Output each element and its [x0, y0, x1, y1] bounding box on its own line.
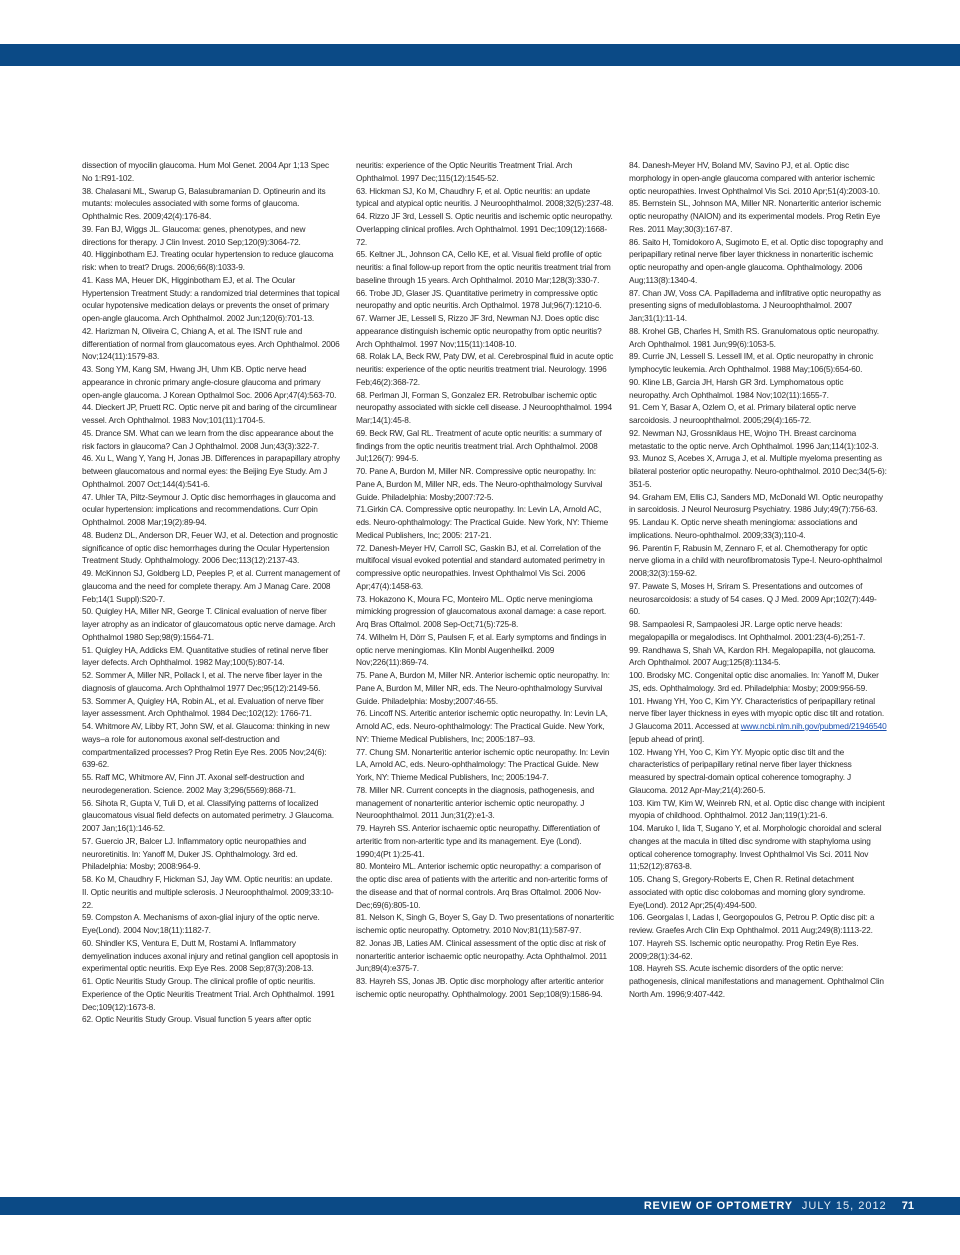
- reference-column-2: [356, 159, 614, 1001]
- reference-entry: 103. Kim TW, Kim W, Weinreb RN, et al. Optic disc change with incipient myopia of childhood. Ophthalmol. 2012 Jan;119(1):21-6.: [629, 797, 885, 821]
- reference-entry: 80. Monteiro ML. Anterior ischemic optic neuropathy: a comparison of the optic disc area of patients with the arteritic and non-arteritic forms of the disease and that of normal controls. Arq Bras Oftalmol. 2006 Nov-Dec;69(6):805-10.: [356, 861, 608, 910]
- footer-content: [644, 1199, 914, 1213]
- reference-entry: 53. Sommer A, Quigley HA, Robin AL, et al. Evaluation of nerve fiber layer assessment. Arch Ophthalmol. 1984 Dec;102(12): 1766-71.: [82, 695, 324, 719]
- pubmed-link[interactable]: www.ncbi.nlm.nih.gov/pubmed/21946540: [740, 721, 887, 731]
- reference-entry: 87. Chan JW, Voss CA. Papilladema and infiltrative optic neuropathy as presenting signs of medulloblastoma. J Neuroophthalmol. 2007 Jan;31(1):11-14.: [629, 287, 881, 323]
- reference-entry: 42. Harizman N, Oliveira C, Chiang A, et al. The ISNT rule and differentiation of normal from glaucomatous eyes. Arch Ophthalmol. 2006 Nov;124(11):1579-83.: [82, 325, 340, 362]
- publication-name: REVIEW OF OPTOMETRY: [643, 1200, 793, 1212]
- reference-entry: 52. Sommer A, Miller NR, Pollack I, et al. The nerve fiber layer in the diagnosis of glaucoma. Arch Ophthalmol 1977 Dec;95(12):2149-56.: [82, 670, 323, 693]
- reference-entry: 44. Dieckert JP, Pruett RC. Optic nerve pit and baring of the circumlinear vessel. Arch Ophthalmol. 1983 Nov;101(11):1704-5.: [82, 402, 337, 425]
- reference-entry: 58. Ko M, Chaudhry F, Hickman SJ, Jay WM. Optic neuritis: an update. II. Optic neuritis and multiple sclerosis. J Neuroophthalmol. 2009;33:10-22.: [82, 874, 334, 910]
- reference-entry: 98. Sampaolesi R, Sampaolesi JR. Large optic nerve heads: megalopapilla or megalodiscs. Int Ophthalmol. 2001:23(4-6);251-7.: [629, 619, 866, 642]
- reference-entry: 90. Kline LB, Garcia JH, Harsh GR 3rd. Lymphomatous optic neuropathy. Arch Ophthalmol. 1984 Nov;102(11):1655-7.: [629, 376, 844, 400]
- reference-entry: 85. Bernstein SL, Johnson MA, Miller NR. Nonarteritic anterior ischemic optic neuropathy (NAION) and its experimental models. Prog Retin Eye Res. 2011 May;30(3):167-87.: [629, 198, 882, 234]
- reference-entry: 72. Danesh-Meyer HV, Carroll SC, Gaskin BJ, et al. Correlation of the multifocal visual evoked potential and standard automated perimetry in compressive optic neuropathies. Invest Ophthalmol Vis Sci. 2006 Apr;47(4):1458-63.: [356, 542, 605, 591]
- reference-entry: 97. Pawate S, Moses H, Sriram S. Presentations and outcomes of neurosarcoidosis: a study of 54 cases. Q J Med. 2009 Apr;102(7):449-60.: [629, 580, 877, 617]
- reference-entry: 78. Miller NR. Current concepts in the diagnosis, pathogenesis, and management of nonarteritic anterior ischemic optic neuropathy. J Neuroophthalmol. 2011 Jun;31(2):e1-3.: [356, 784, 595, 821]
- reference-entry: 39. Fan BJ, Wiggs JL. Glaucoma: genes, phenotypes, and new directions for therapy. J Clin Invest. 2010 Sep;120(9):3064-72.: [82, 223, 306, 247]
- reference-entry: 49. McKinnon SJ, Goldberg LD, Peeples P, et al. Current management of glaucoma and the need for complete therapy. Am J Manag Care. 2008 Feb;14(1 Suppl):S20-7.: [82, 568, 340, 604]
- reference-entry: 104. Maruko I, Iida T, Sugano Y, et al. Morphologic choroidal and scleral changes at the macula in tilted disc syndrome with staphyloma using optical coherence tomography. Invest Ophthalmol Vis Sci. 2011 Nov 11;52(12):8763-8.: [629, 823, 882, 872]
- reference-entry: 73. Hokazono K, Moura FC, Monteiro ML. Optic nerve meningioma mimicking progression of glaucomatous axonal damage: a case report. Arq Bras Oftalmol. 2008 Sep-Oct;71(5):725-8.: [356, 593, 607, 629]
- reference-entry: 51. Quigley HA, Addicks EM. Quantitative studies of retinal nerve fiber layer defects. Arch Ophthalmol. 1982 May;100(5):807-14.: [82, 644, 329, 668]
- reference-entry: 108. Hayreh SS. Acute ischemic disorders of the optic nerve: pathogenesis, clinical manifestations and management. Ophthalmol Clin North Am. 1996;9:407-442.: [629, 963, 884, 999]
- reference-entry: 48. Budenz DL, Anderson DR, Feuer WJ, et al. Detection and prognostic significance of optic disc hemorrhages during the Ocular Hypertension Treatment Study. Ophthalmology. 2006 Dec;113(12):2137-43.: [82, 529, 338, 566]
- reference-entry: 59. Compston A. Mechanisms of axon-glial injury of the optic nerve. Eye(Lond). 2004 Nov;18(11):1182-7.: [82, 912, 320, 935]
- reference-entry: 60. Shindler KS, Ventura E, Dutt M, Rostami A. Inflammatory demyelination induces axonal injury and retinal ganglion cell apoptosis in experimental optic neuritis. Exp Eye Res. 2008 Sep;87(3):208-13.: [82, 937, 338, 974]
- reference-entry: 71.Girkin CA. Compressive optic neuropathy. In: Levin LA, Arnold AC, eds. Neuro-ophthalmology: The Practical Guide. New York, NY: Thieme Medical Publishers, Inc; 2005: 217-21.: [356, 504, 609, 540]
- reference-entry: 75. Pane A, Burdon M, Miller NR. Anterior ischemic optic neuropathy. In: Pane A, Burdon M, Miller NR, eds. The Neuro-ophthalmology Survival Guide. Philadelphia: Mosby;2007:46-55.: [356, 670, 610, 706]
- reference-entry: 100. Brodsky MC. Congenital optic disc anomalies. In: Yanoff M, Duker JS, eds. Ophthalmology. 3rd ed. Philadelphia: Mosby; 2009:956-59.: [629, 670, 879, 693]
- reference-entry: 69. Beck RW, Gal RL. Treatment of acute optic neuritis: a summary of findings from the optic neuritis treatment trial. Arch Ophthalmol. 2008 Jul;126(7): 994-5.: [356, 427, 602, 464]
- reference-entry: 70. Pane A, Burdon M, Miller NR. Compressive optic neuropathy. In: Pane A, Burdon M, Miller NR, eds. The Neuro-ophthalmology Survival Guide. Philadelphia: Mosby;2007:72-5.: [356, 466, 603, 502]
- reference-entry: 94. Graham EM, Ellis CJ, Sanders MD, McDonald WI. Optic neuropathy in sarcoidosis. J Neurol Neurosurg Psychiatry. 1986 July;49(7):756-63.: [629, 491, 883, 515]
- reference-entry: 93. Munoz S, Acebes X, Arruga J, et al. Multiple myeloma presenting as bilateral posterior optic neuropathy. Neuro-ophthalmol. 2010 Dec;34(5-6): 351-5.: [629, 453, 887, 489]
- reference-entry: 54. Whitmore AV, Libby RT, John SW, et al. Glaucoma: thinking in new ways–a role for autonomous axonal self-destruction and compartmentalized processes? Prog Retin Eye Res. 2005 Nov;24(6): 639-62.: [82, 721, 330, 770]
- reference-entry: 63. Hickman SJ, Ko M, Chaudhry F, et al. Optic neuritis: an update typical and atypical optic neuritis. J Neuroophthalmol. 2008;32(5):237-48.: [356, 185, 614, 209]
- reference-entry: 61. Optic Neuritis Study Group. The clinical profile of optic neuritis. Experience of the Optic Neuritis Treatment Trial. Arch Ophthalmol. 1991 Dec;109(12):1673-8.: [82, 976, 335, 1012]
- reference-entry: 91. Cem Y, Basar A, Ozlem O, et al. Primary bilateral optic nerve sarcoidosis. J neuroophthalmol. 2005;29(4):165-72.: [629, 402, 856, 425]
- reference-entry: dissection of myocilin glaucoma. Hum Mol Genet. 2004 Apr 1;13 Spec No 1:R91-102.: [82, 160, 329, 183]
- reference-entry: 64. Rizzo JF 3rd, Lessell S. Optic neuritis and ischemic optic neuropathy. Overlapping clinical profiles. Arch Ophthalmol. 1991 Dec;109(12):1668-72.: [356, 211, 613, 247]
- reference-entry: 45. Drance SM. What can we learn from the disc appearance about the risk factors in glaucoma? Can J Ophthalmol. 2008 Jun;43(3):322-7.: [82, 427, 334, 451]
- reference-entry: 102. Hwang YH, Yoo C, Kim YY. Myopic optic disc tilt and the characteristics of peripapillary retinal nerve fiber layer thickness measured by spectral-domain optical coherence tomography. J Glaucoma. 2012 Apr-May;21(4):260-5.: [629, 746, 852, 795]
- reference-entry: 76. Lincoff NS. Arteritic anterior ischemic optic neuropathy. In: Levin LA, Arnold AC, eds. Neuro-ophthalmology: The Practical Guide. New York, NY: Thieme Medical Publishers, Inc; 2005:187–93.: [356, 708, 608, 744]
- reference-entry: 105. Chang S, Gregory-Roberts E, Chen R. Retinal detachment associated with optic disc colobomas and morning glory syndrome. Eye(Lond). 2012 Apr;25(4):494-500.: [629, 874, 866, 910]
- reference-entry: 38. Chalasani ML, Swarup G, Balasubramanian D. Optineurin and its mutants: molecules associated with some forms of glaucoma. Ophthalmic Res. 2009;42(4):176-84.: [82, 185, 326, 221]
- reference-entry: 55. Raff MC, Whitmore AV, Finn JT. Axonal self-destruction and neurodegeneration. Science. 2002 May 3;296(5569):868-71.: [82, 772, 305, 795]
- reference-entry: 41. Kass MA, Heuer DK, Higginbotham EJ, et al. The Ocular Hypertension Treatment Study: a randomized trial determines that topical ocular hypotensive medication delays or prevents the onset of primary open-angle glaucoma. Arch Ophthalmol. 2002 Jun;120(6):701-13.: [82, 274, 340, 323]
- reference-entry: 82. Jonas JB, Laties AM. Clinical assessment of the optic disc at risk of nonarteritic anterior ischaemic optic neuropathy. Acta Ophthalmol. 2011 Jun;89(4):e375-7.: [356, 937, 607, 974]
- reference-entry: 46. Xu L, Wang Y, Yang H, Jonas JB. Differences in parapapillary atrophy between glaucomatous and normal eyes: the Beijing Eye Study. Am J Ophthalmol. 2007 Oct;144(4):541-6.: [82, 453, 340, 489]
- header-color-band: [0, 44, 960, 66]
- footer-bar: [0, 1197, 960, 1215]
- reference-entry: 86. Saito H, Tomidokoro A, Sugimoto E, et al. Optic disc topography and peripapillary retinal nerve fiber layer thickness in nonarteritic ischemic optic neuropathy and open-angle glaucoma. Ophthalmology. 2006 Aug;113(8):1340-4.: [629, 236, 883, 285]
- reference-entry: 57. Guercio JR, Balcer LJ. Inflammatory optic neuropathies and neuroretinitis. In: Yanoff M, Duker JS. Ophthalmology. 3rd ed. Philadelphia: Mosby; 2008:964-9.: [82, 835, 307, 872]
- reference-entry: 68. Perlman JI, Forman S, Gonzalez ER. Retrobulbar ischemic optic neuropathy associated with sickle cell disease. J Neuroophthalmol. 1994 Mar;14(1):45-8.: [356, 389, 612, 425]
- reference-entry: 68. Rolak LA, Beck RW, Paty DW, et al. Cerebrospinal fluid in acute optic neuritis: experience of the optic neuritis treatment trial. Neurology. 1996 Feb;46(2):368-72.: [356, 351, 614, 387]
- reference-entry: 67. Warner JE, Lessell S, Rizzo JF 3rd, Newman NJ. Does optic disc appearance distinguish ischemic optic neuropathy from optic neuritis? Arch Ophthalmol. 1997 Nov;115(11):1408-10.: [356, 313, 602, 349]
- reference-entry: 89. Currie JN, Lessell S. Lessell IM, et al. Optic neuropathy in chronic lymphocytic leukemia. Arch Ophthalmol. 1988 May;106(5):654-60.: [629, 351, 874, 374]
- reference-entry: 83. Hayreh SS, Jonas JB. Optic disc morphology after arteritic anterior ischemic optic neuropathy. Ophthalmology. 2001 Sep;108(9):1586-94.: [356, 976, 604, 999]
- reference-entry: 50. Quigley HA, Miller NR, George T. Clinical evaluation of nerve fiber layer atrophy as an indicator of glaucomatous optic nerve damage. Arch Ophthalmol 1980 Sep;98(9):1564-71.: [82, 606, 336, 642]
- reference-entry: 92. Newman NJ, Grossniklaus HE, Wojno TH. Breast carcinoma metastatic to the optic nerve. Arch Ophthalmol. 1996 Jan;114(1):102-3.: [629, 427, 879, 451]
- reference-entry: 77. Chung SM. Nonarteritic anterior ischemic optic neuropathy. In: Levin LA, Arnold AC, eds. Neuro-ophthalmology: The Practical Guide. New York, NY: Thieme Medical Publishers, Inc; 2005:194-7.: [356, 746, 610, 782]
- reference-entry: 43. Song YM, Kang SM, Hwang JH, Uhm KB. Optic nerve head appearance in chronic primary angle-closure glaucoma and primary open-angle glaucoma. J Korean Opthalmol Soc. 2006 Apr;47(4):563-70.: [82, 364, 337, 400]
- reference-column-1: [82, 159, 340, 1026]
- page-number: 71: [901, 1200, 914, 1212]
- reference-entry: 74. Wilhelm H, Dörr S, Paulsen F, et al. Early symptoms and findings in optic nerve meningiomas. Klin Monbl Augenheilkd. 2009 Nov;226(11):869-74.: [356, 631, 607, 668]
- reference-entry: 106. Georgalas I, Ladas I, Georgopoulos G, Petrou P. Optic disc pit: a review. Graefes Arch Clin Exp Ophthalmol. 2011 Aug;249(8):1113-22.: [629, 912, 875, 935]
- reference-column-3: [629, 159, 887, 1001]
- reference-entry: 79. Hayreh SS. Anterior ischaemic optic neuropathy. Differentiation of arteritic from non-arteritic type and its management. Eye (Lond). 1990;4(Pt 1):25-41.: [356, 823, 600, 859]
- reference-entry: 107. Hayreh SS. Ischemic optic neuropathy. Prog Retin Eye Res. 2009;28(1):34-62.: [629, 937, 859, 961]
- reference-entry: 66. Trobe JD, Glaser JS. Quantitative perimetry in compressive optic neuropathy and optic neuritis. Arch Opthalmol. 1978 Jul;96(7):1210-6.: [356, 287, 602, 311]
- reference-entry: 84. Danesh-Meyer HV, Boland MV, Savino PJ, et al. Optic disc morphology in open-angle glaucoma compared with anterior ischemic optic neuropathies. Invest Ophthalmol Vis Sci. 2010 Apr;51(4):2003-10.: [629, 160, 880, 196]
- issue-date: JULY 15, 2012: [801, 1200, 887, 1212]
- reference-entry: neuritis: experience of the Optic Neuritis Treatment Trial. Arch Ophthalmol. 1997 Dec;115(12):1545-52.: [356, 160, 573, 183]
- reference-entry: 99. Randhawa S, Shah VA, Kardon RH. Megalopapilla, not glaucoma. Arch Ophthalmol. 2007 Aug;125(8):1134-5.: [629, 644, 876, 668]
- reference-entry: 88. Krohel GB, Charles H, Smith RS. Granulomatous optic neuropathy. Arch Ophthalmol. 1981 Jun;99(6):1053-5.: [629, 325, 879, 349]
- reference-entry: 40. Higginbotham EJ. Treating ocular hypertension to reduce glaucoma risk: when to treat? Drugs. 2006;66(8):1033-9.: [82, 249, 334, 272]
- reference-entry: 56. Sihota R, Gupta V, Tuli D, et al. Classifying patterns of localized glaucomatous visual field defects on automated perimetry. J Glaucoma. 2007 Jan;16(1):146-52.: [82, 797, 334, 833]
- reference-entry: 101. Hwang YH, Yoo C, Kim YY. Characteristics of peripapillary retinal nerve fiber layer thickness in eyes with myopic optic disc tilt and rotation. J Glaucoma 2011. Accessed at www.ncbi.nlm.nih.gov/pubmed/21946540 [epub ahead of print].: [629, 695, 887, 744]
- reference-entry: 81. Nelson K, Singh G, Boyer S, Gay D. Two presentations of nonarteritic ischemic optic neuropathy. Optometry. 2010 Nov;81(11):587-97.: [356, 912, 614, 935]
- reference-entry: 65. Keltner JL, Johnson CA, Cello KE, et al. Visual field profile of optic neuritis: a final follow-up report from the optic neuritis treatment trial from baseline through 15 years. Arch Ophthalmol. 2010 Mar;128(3):330-7.: [356, 249, 611, 285]
- reference-entry: 96. Parentin F, Rabusin M, Zennaro F, et al. Chemotherapy for optic nerve glioma in a child with neurofibromatosis Type-I. Neuro-ophthalmol 2008;32(3):159-62.: [629, 542, 882, 578]
- reference-entry: 47. Uhler TA, Piltz-Seymour J. Optic disc hemorrhages in glaucoma and ocular hypertension: implications and recommendations. Curr Opin Ophthalmol. 2008 Mar;19(2):89-94.: [82, 491, 336, 527]
- reference-entry: 62. Optic Neuritis Study Group. Visual function 5 years after optic: [82, 1014, 312, 1025]
- reference-entry: 95. Landau K. Optic nerve sheath meningioma: associations and implications. Neuro-ophthalmol. 2009;33(3);110-4.: [629, 517, 858, 540]
